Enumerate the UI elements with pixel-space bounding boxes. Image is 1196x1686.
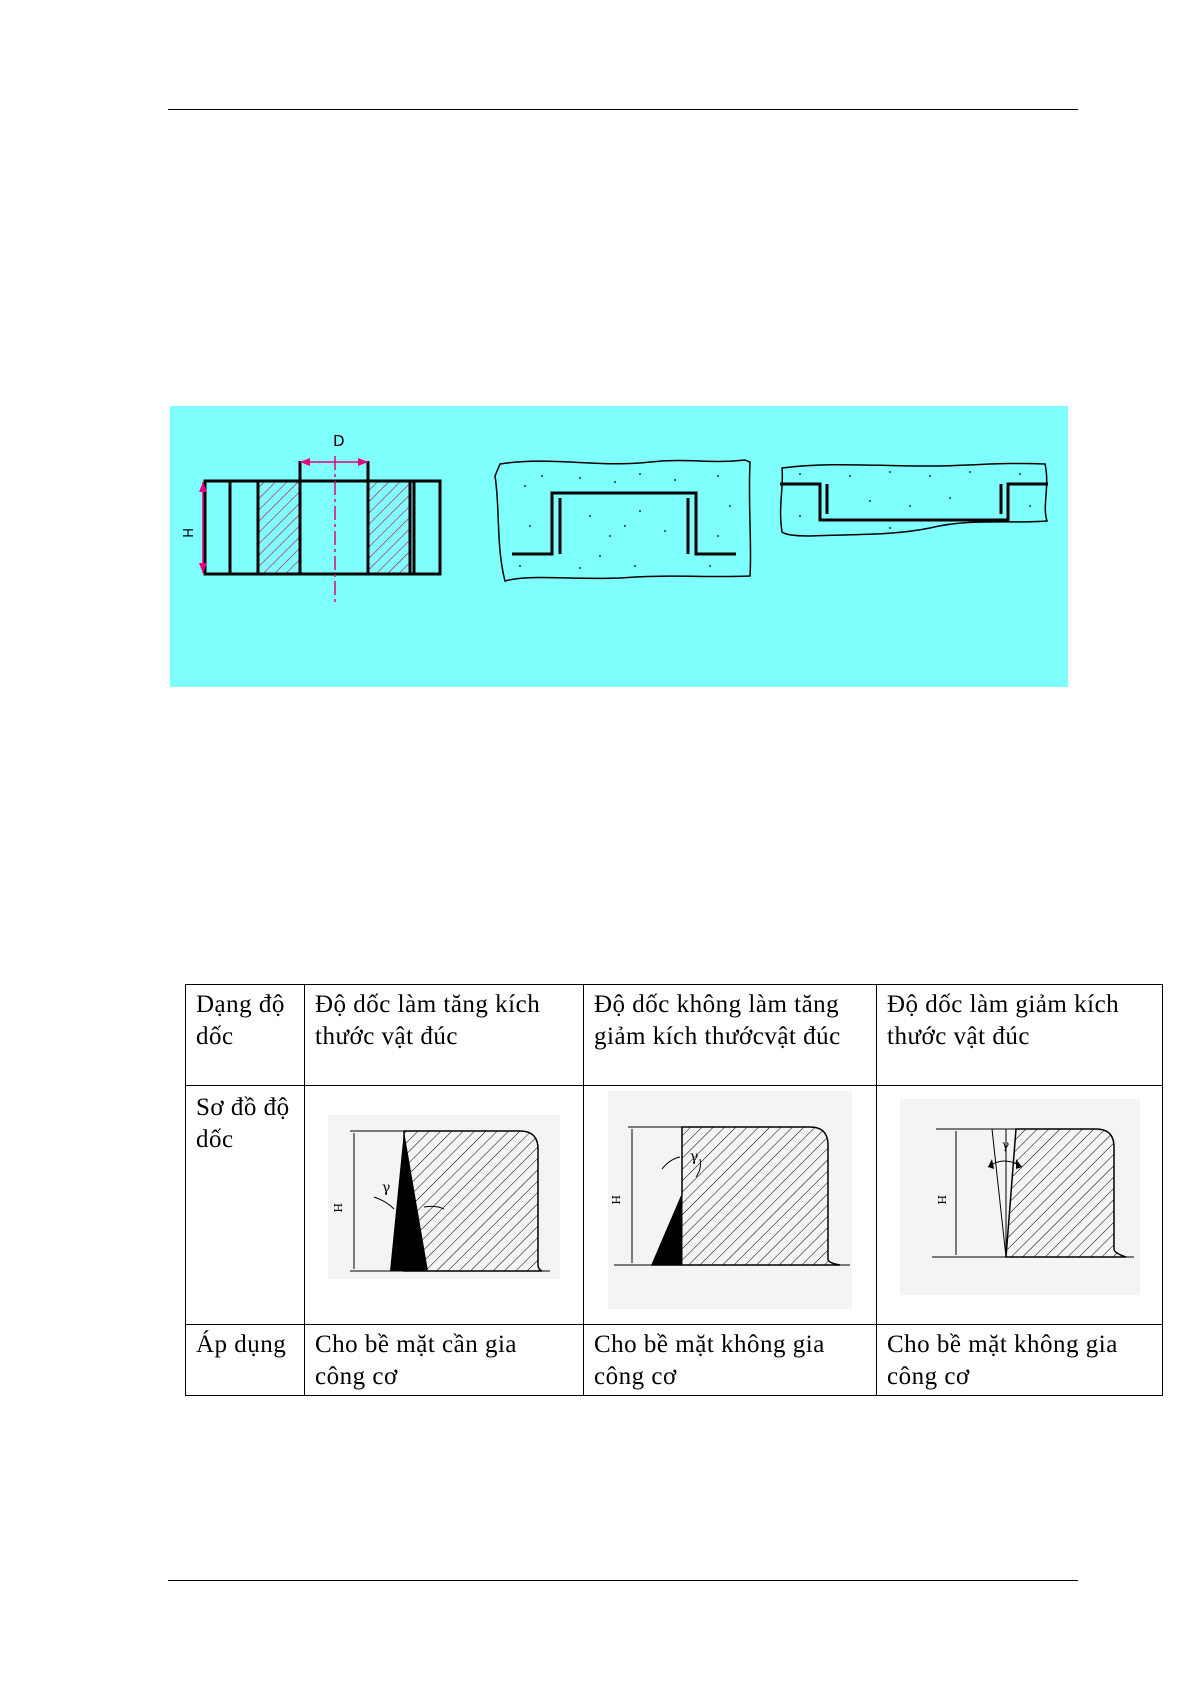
table-row	[186, 985, 1163, 1086]
h-label: H	[609, 1195, 622, 1206]
row-label-application: Áp dụng	[186, 1325, 305, 1396]
cell-apply-decrease: Cho bề mặt không gia công cơ	[877, 1325, 1163, 1396]
gamma-label: γ	[1001, 1138, 1010, 1152]
table-row	[186, 1086, 1163, 1325]
mold-section-right	[780, 463, 1048, 536]
slope-type-table	[185, 984, 1163, 1396]
cell-apply-increase: Cho bề mặt cần gia công cơ	[305, 1325, 584, 1396]
header-rule	[168, 109, 1078, 110]
gamma-label: γ	[690, 1149, 699, 1165]
cell-diagram-increase	[305, 1086, 584, 1325]
cell-slope-decrease: Độ dốc làm giảm kích thước vật đúc	[877, 985, 1163, 1086]
h-label: H	[331, 1203, 344, 1214]
table-row	[186, 1325, 1163, 1396]
diagram-slope-increase	[324, 1089, 564, 1313]
cell-slope-neutral: Độ dốc không làm tăng giảm kích thướcvật đúc	[584, 985, 877, 1086]
footer-rule	[168, 1580, 1078, 1581]
diagram-slope-neutral	[604, 1089, 856, 1313]
cell-slope-increase: Độ dốc làm tăng kích thước vật đúc	[305, 985, 584, 1086]
row-label-slope-type: Dạng độ dốc	[186, 985, 305, 1086]
cell-apply-neutral: Cho bề mặt không gia công cơ	[584, 1325, 877, 1396]
cell-diagram-decrease	[877, 1086, 1163, 1325]
row-label-diagram: Sơ đồ độ dốc	[186, 1086, 305, 1325]
dim-h-label: H	[179, 528, 194, 538]
flange-section	[199, 456, 440, 606]
gamma-label: γ	[382, 1180, 391, 1196]
dim-d-label: D	[333, 432, 345, 450]
cell-diagram-neutral	[584, 1086, 877, 1325]
diagram-slope-decrease	[896, 1089, 1144, 1313]
flange-figure-svg	[170, 406, 1068, 687]
flange-figure-panel	[170, 406, 1068, 687]
mold-section-middle	[495, 460, 751, 581]
h-label: H	[934, 1195, 948, 1206]
